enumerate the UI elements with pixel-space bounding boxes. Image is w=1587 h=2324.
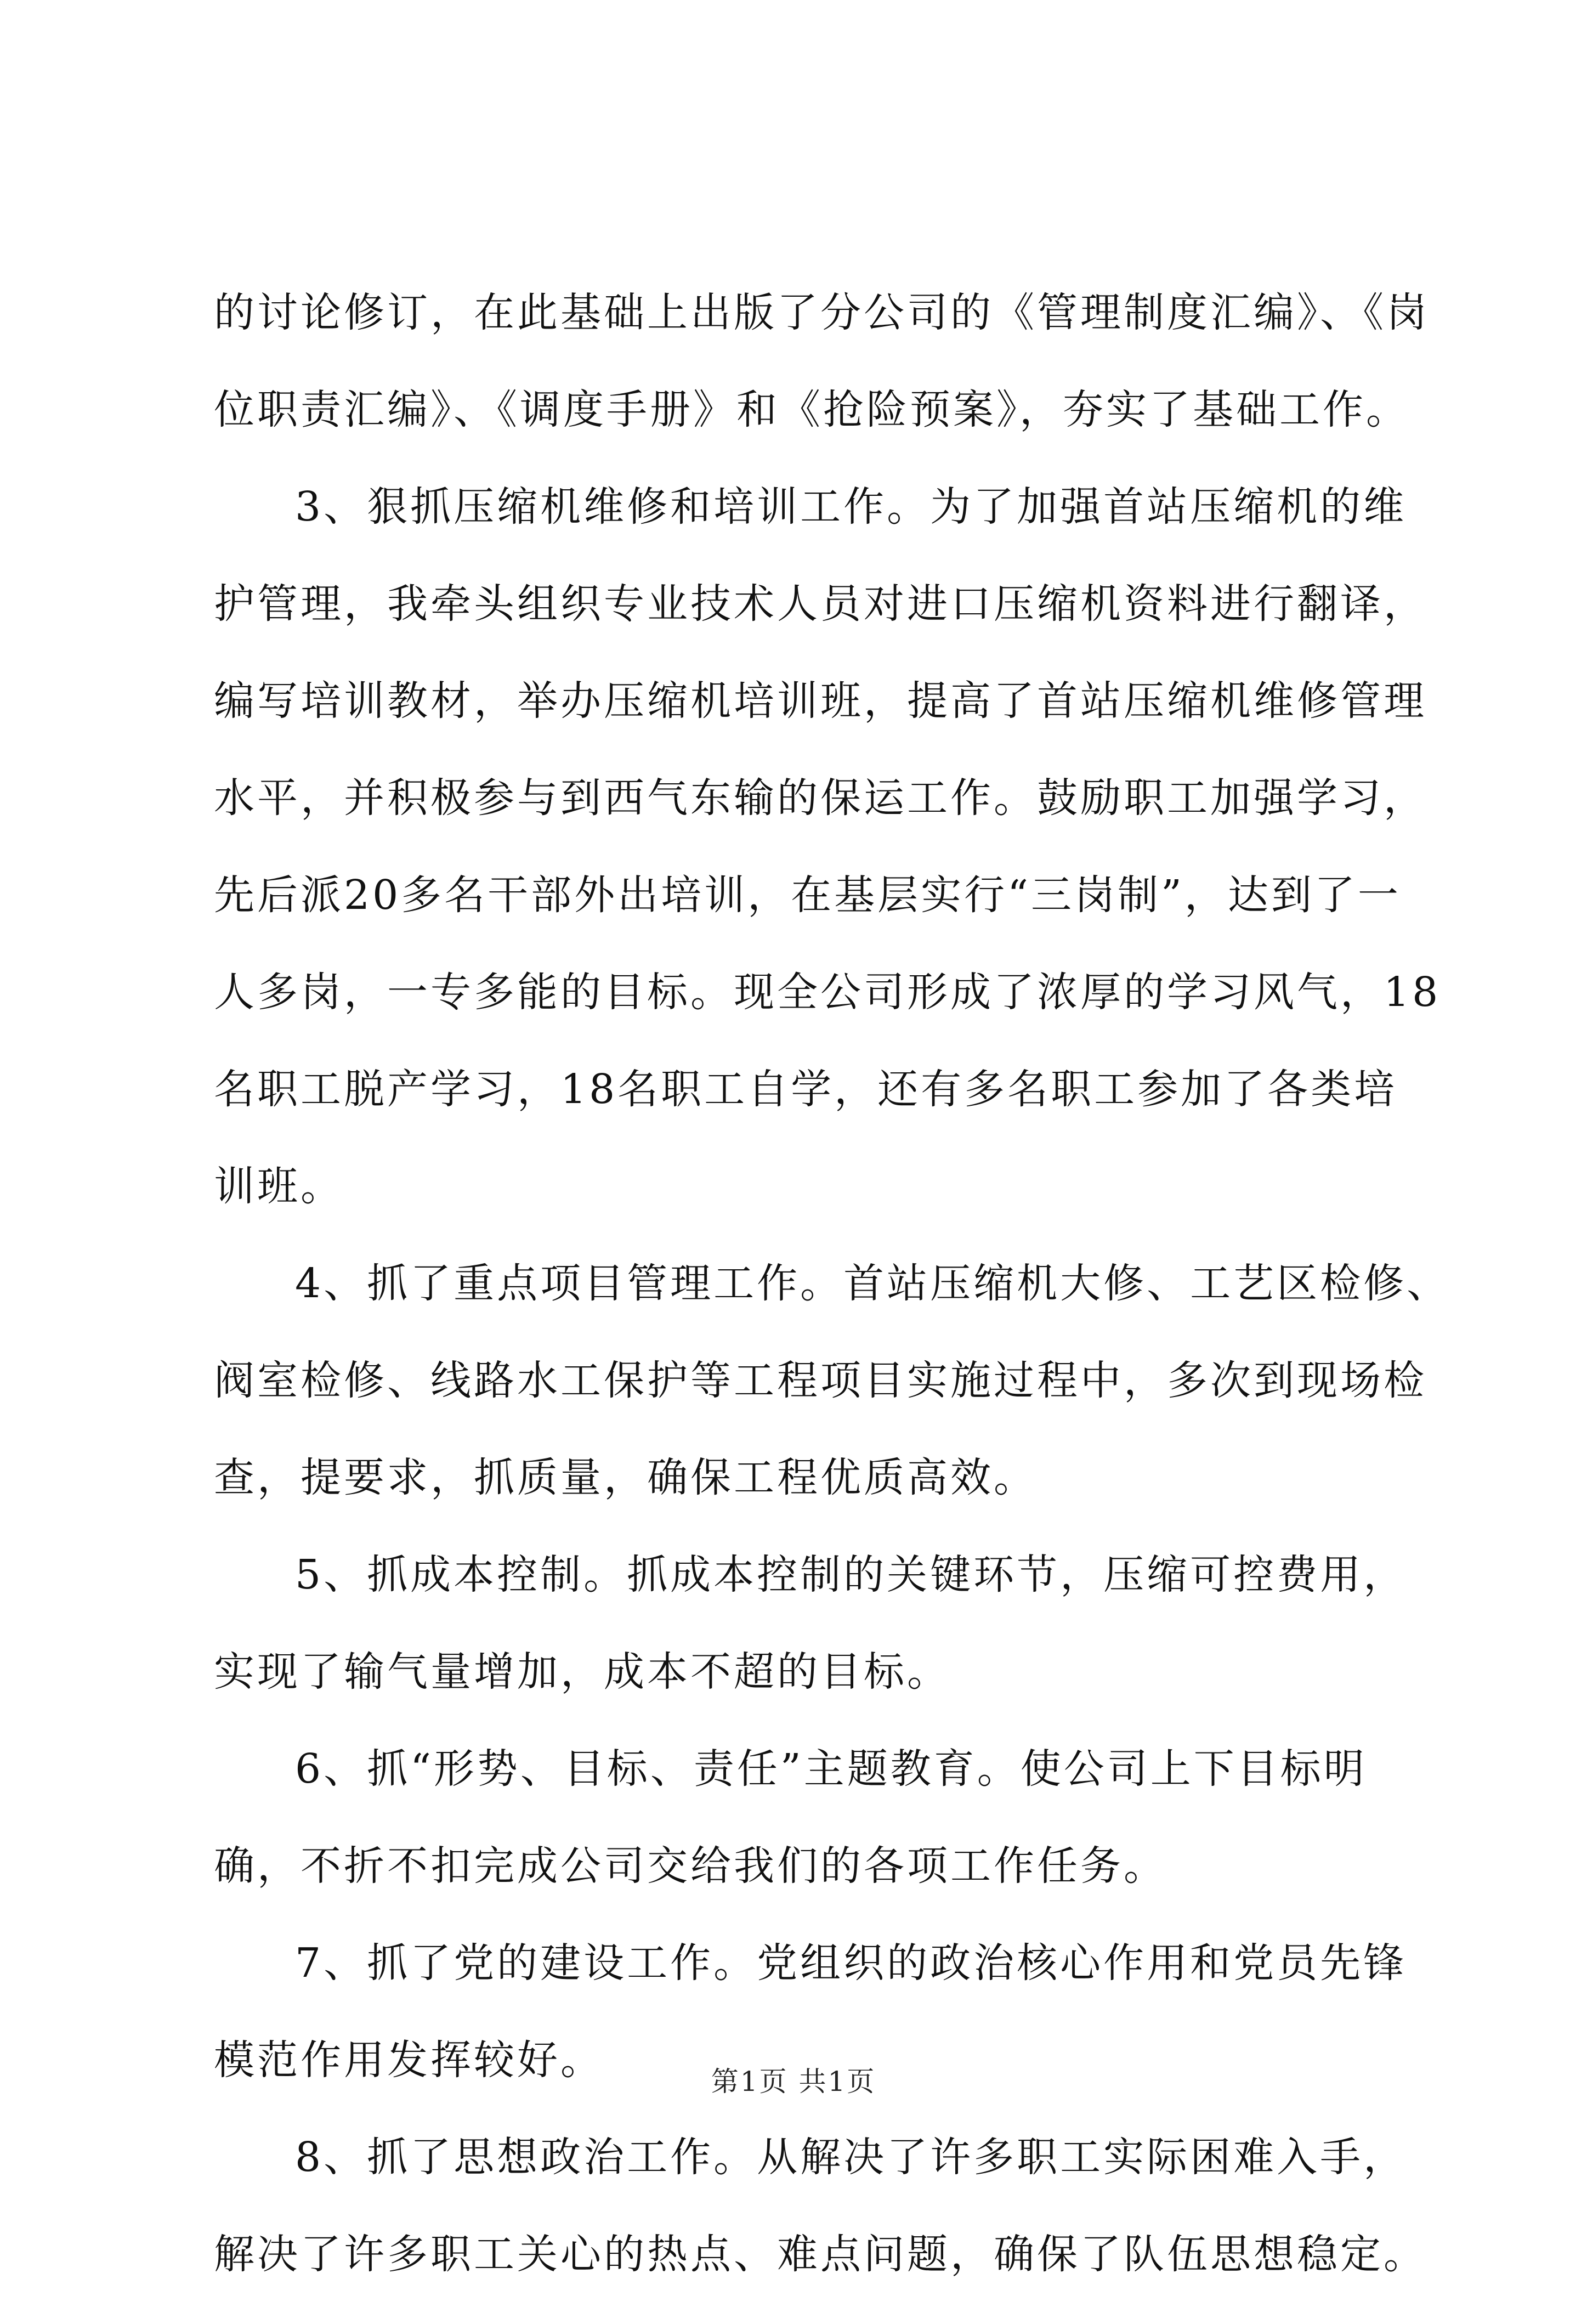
text-line: 训班。 xyxy=(214,1163,344,1210)
paragraph-start-line: 5、抓成本控制。抓成本控制的关键环节，压缩可控费用， xyxy=(295,1551,1407,1598)
text-line: 人多岗，一专多能的目标。现全公司形成了浓厚的学习风气，18 xyxy=(214,969,1441,1016)
paragraph-start-line: 6、抓“形势、目标、责任”主题教育。使公司上下目标明 xyxy=(295,1745,1367,1793)
paragraph-start-line: 8、抓了思想政治工作。从解决了许多职工实际困难入手， xyxy=(295,2134,1407,2181)
document-body xyxy=(214,285,1450,2324)
text-line: 水平，并积极参与到西气东输的保运工作。鼓励职工加强学习， xyxy=(214,774,1427,822)
text-line: 编写培训教材，举办压缩机培训班，提高了首站压缩机维修管理 xyxy=(214,677,1427,725)
paragraph-start-line: 7、抓了党的建设工作。党组织的政治核心作用和党员先锋 xyxy=(295,1940,1407,1987)
text-line: 实现了输气量增加，成本不超的目标。 xyxy=(214,1648,950,1695)
text-line: 的讨论修订，在此基础上出版了分公司的《管理制度汇编》、《岗 xyxy=(214,289,1430,336)
text-line: 确，不折不扣完成公司交给我们的各项工作任务。 xyxy=(214,1842,1167,1890)
text-line: 查，提要求，抓质量，确保工程优质高效。 xyxy=(214,1454,1037,1501)
page-number-label: 第1页 共1页 xyxy=(711,2066,876,2097)
text-line: 先后派20多名干部外出培训，在基层实行“三岗制”，达到了一 xyxy=(214,872,1401,919)
paragraph-start-line: 4、抓了重点项目管理工作。首站压缩机大修、工艺区检修、 xyxy=(295,1260,1450,1307)
text-line: 阀室检修、线路水工保护等工程项目实施过程中，多次到现场检 xyxy=(214,1357,1427,1404)
text-line: 解决了许多职工关心的热点、难点问题，确保了队伍思想稳定。 xyxy=(214,2231,1427,2278)
page-footer xyxy=(0,2065,1587,2098)
text-line: 位职责汇编》、《调度手册》和《抢险预案》，夯实了基础工作。 xyxy=(214,386,1409,433)
text-line: 模范作用发挥较好。 xyxy=(214,2037,604,2084)
text-line: 护管理，我牵头组织专业技术人员对进口压缩机资料进行翻译， xyxy=(214,580,1427,627)
paragraph-start-line: 3、狠抓压缩机维修和培训工作。为了加强首站压缩机的维 xyxy=(295,483,1407,530)
text-line: 名职工脱产学习，18名职工自学，还有多名职工参加了各类培 xyxy=(214,1066,1398,1113)
